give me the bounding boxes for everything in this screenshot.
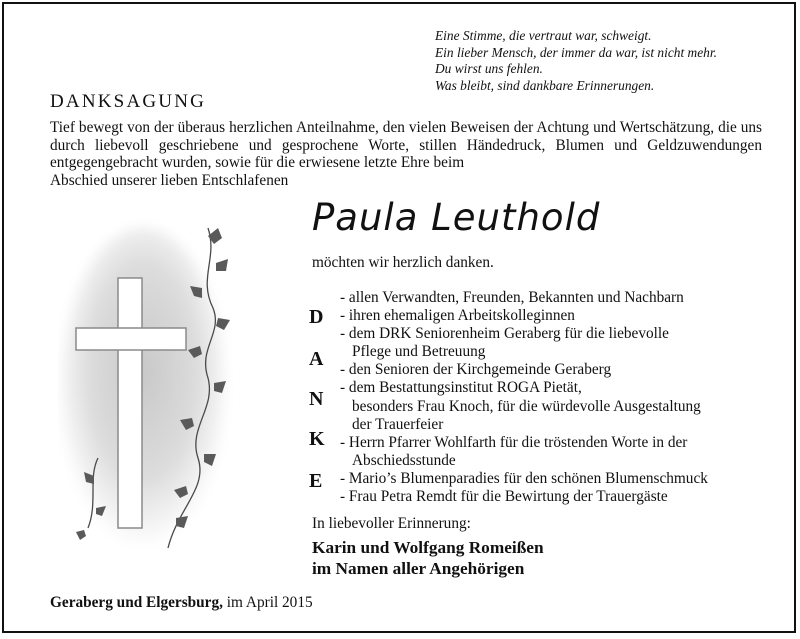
poem-line: Ein lieber Mensch, der immer da war, ist nicht mehr. [435,44,717,60]
list-item-continuation: Abschiedsstunde [352,451,456,469]
thank-list [340,289,708,506]
list-item: - dem DRK Seniorenheim Geraberg für die liebevolle [340,325,669,343]
footer-date: im April 2015 [222,594,313,611]
page-title: DANKSAGUNG [50,91,207,112]
cross-with-ivy-icon [58,218,268,558]
list-item: - allen Verwandten, Freunden, Bekannten und Nachbarn [340,289,684,306]
poem-line: Du wirst uns fehlen. [435,61,543,77]
poem-line: Eine Stimme, die vertraut war, schweigt. [435,28,652,43]
list-item-continuation: Pflege und Betreuung [352,343,486,361]
signers [312,537,544,579]
danke-letter: N [309,388,324,410]
intro-paragraph: Tief bewegt von der überaus herzlichen Anteilnahme, den vielen Beweisen der Achtung und Wertschätzung, die uns durch liebevoll geschriebene und gesprochene Worte, stillen Händedruck, Blumen und Geldzuwendungen entgegengebracht wurden, sowie für die erwiesene letzte Ehre beim [50,119,762,172]
list-item-continuation: der Trauerfeier [352,415,444,433]
poem [435,28,717,94]
danke-letter: E [309,470,323,492]
memory-line: In liebevoller Erinnerung: [312,515,471,532]
footer-place: Geraberg und Elgersburg, [50,594,223,611]
signer-line: Karin und Wolfgang Romeißen [312,538,544,557]
danke-letter: K [309,428,325,450]
danke-letter: A [309,348,324,370]
list-item-continuation: besonders Frau Knoch, für die würdevolle Ausgestaltung [352,397,701,415]
list-item: - Herrn Pfarrer Wohlfarth für die tröstenden Worte in der [340,433,688,451]
list-item: - Frau Petra Remdt für die Bewirtung der Trauergäste [340,488,668,506]
list-item: - dem Bestattungsinstitut ROGA Pietät, [340,379,582,397]
deceased-name: Paula Leuthold [312,196,601,239]
danke-letter: D [309,306,324,328]
intro-last-line: Abschied unserer lieben Entschlafenen [50,172,289,189]
signer-line: im Namen aller Angehörigen [312,559,525,578]
obituary-card [2,2,796,633]
footer [50,594,313,612]
poem-line: Was bleibt, sind dankbare Erinnerungen. [435,77,655,93]
list-item: - den Senioren der Kirchgemeinde Geraberg [340,361,612,379]
list-item: - ihren ehemaligen Arbeitskolleginnen [340,307,575,325]
list-item: - Mario’s Blumenparadies für den schönen Blumenschmuck [340,469,708,487]
thanks-line: möchten wir herzlich danken. [312,254,494,271]
